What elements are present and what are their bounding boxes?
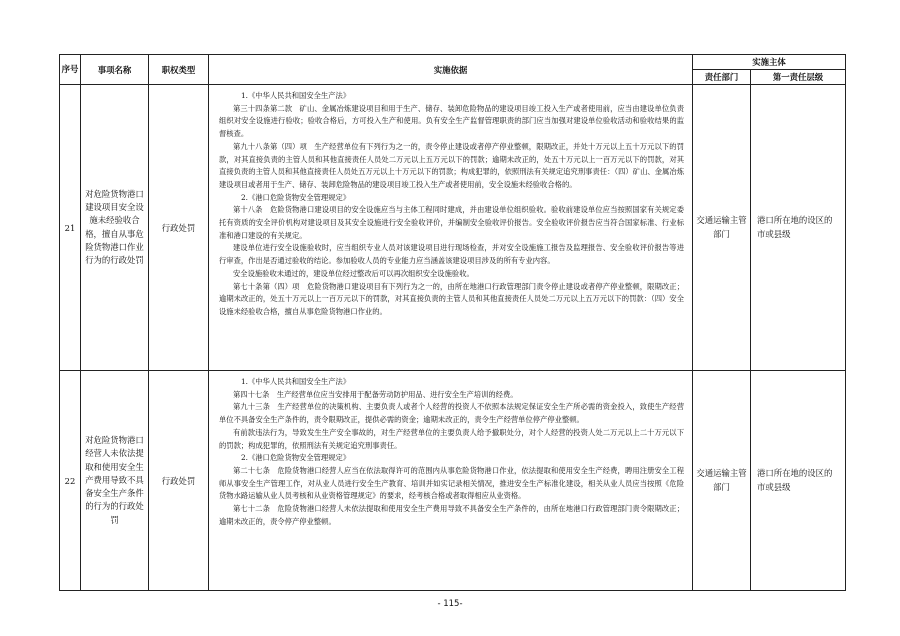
basis-paragraph: 第九十三条 生产经营单位的决策机构、主要负责人或者个人经营的投资人不依照本法规定保证安全生产所必需的资金投入，致使生产经营单位不具备安全生产条件的，责令限期改正，提供必需的资金；逾期未改正的，责令生产经营单位停产停业整顿。 — [219, 402, 684, 425]
table-row — [60, 371, 846, 591]
header-authority-type: 职权类型 — [149, 55, 209, 85]
authority-table — [59, 54, 846, 591]
basis-paragraph: 第十八条 危险货物港口建设项目的安全设施应当与主体工程同时建成，并由建设单位组织验收。验收前建设单位应当按照国家有关规定委托有资质的安全评价机构对建设项目及其安全设施进行安全验收评价，并编制安全验收评价报告。安全验收评价报告应当符合国家标准、行业标准和港口建设的有关规定。 — [219, 205, 684, 240]
header-basis: 实施依据 — [209, 55, 693, 85]
document-page — [59, 54, 845, 591]
header-implementing-subject: 实施主体 — [693, 55, 846, 70]
header-seq: 序号 — [60, 55, 81, 85]
row-first-level: 港口所在地的设区的市或县级 — [751, 371, 846, 591]
header-responsible-dept: 责任部门 — [693, 70, 751, 85]
row-item-name: 对危险货物港口建设项目安全设施未经验收合格，擅自从事危险货物港口作业行为的行政处罚 — [81, 85, 149, 371]
header-item-name: 事项名称 — [81, 55, 149, 85]
basis-law-title: 1.《中华人民共和国安全生产法》 — [241, 91, 351, 100]
basis-paragraph: 第四十七条 生产经营单位应当安排用于配备劳动防护用品、进行安全生产培训的经费。 — [233, 389, 518, 399]
table-header-row — [60, 55, 846, 70]
row-authority-type: 行政处罚 — [149, 371, 209, 591]
basis-paragraph: 第二十七条 危险货物港口经营人应当在依法取得许可的范围内从事危险货物港口作业，依法提取和使用安全生产经费，聘用注册安全工程师从事安全生产管理工作，对从业人员进行安全生产教育、培训并如实记录相关情况，推进安全生产标准化建设，相关从业人员应当按照《危险货物水路运输从业人员考核和从业资格管理规定》的要求，经考核合格或者取得相应从业资格。 — [219, 465, 684, 501]
basis-paragraph: 第七十二条 危险货物港口经营人未依法提取和使用安全生产费用导致不具备安全生产条件的，由所在地港口行政管理部门责令限期改正；逾期未改正的，责令停产停业整顿。 — [219, 504, 684, 526]
row-responsible-dept: 交通运输主管部门 — [693, 371, 751, 591]
row-responsible-dept: 交通运输主管部门 — [693, 85, 751, 371]
table-row — [60, 85, 846, 371]
row-authority-type: 行政处罚 — [149, 85, 209, 371]
header-first-level: 第一责任层级 — [751, 70, 846, 85]
page-number: - 115- — [437, 599, 463, 609]
basis-paragraph: 第九十八条第（四）项 生产经营单位有下列行为之一的，责令停止建设或者停产停业整顿，限期改正，并处十万元以上五十万元以下的罚款，对其直接负责的主管人员和其他直接责任人员处二万元以上五万元以下的罚款；逾期未改正的，处五十万元以上一百万元以下的罚款，对其直接负责的主管人员和其他直接责任人员处五万元以上十万元以下的罚款；构成犯罪的，依照刑法有关规定追究刑事责任：（四）矿山、金属冶炼建设项目或者用于生产、储存、装卸危险物品的建设项目竣工投入生产或者使用前，安全设施未经验收合格的。 — [219, 141, 684, 189]
row-number: 22 — [60, 371, 81, 591]
row-basis — [209, 85, 693, 371]
basis-paragraph: 第三十四条第二款 矿山、金属冶炼建设项目和用于生产、储存、装卸危险物品的建设项目竣工投入生产或者使用前，应当由建设单位负责组织对安全设施进行验收；验收合格后，方可投入生产和使用。负有安全生产监督管理职责的部门应当加强对建设单位验收活动和验收结果的监督核查。 — [219, 103, 684, 139]
row-item-name: 对危险货物港口经营人未依法提取和使用安全生产费用导致不具备安全生产条件的行为的行政处罚 — [81, 371, 149, 591]
row-first-level: 港口所在地的设区的市或县级 — [751, 85, 846, 371]
row-number: 21 — [60, 85, 81, 371]
basis-paragraph: 安全设施验收未通过的，建设单位经过整改后可以再次组织安全设施验收。 — [233, 268, 474, 278]
basis-paragraph: 建设单位进行安全设施验收时，应当组织专业人员对该建设项目进行现场检查，并对安全设施施工报告及监理报告、安全验收评价报告等进行审查，作出是否通过验收的结论。参加验收人员的专业能力应当涵盖该建设项目涉及的所有专业内容。 — [219, 243, 684, 266]
basis-paragraph: 有前款违法行为，导致发生生产安全事故的，对生产经营单位的主要负责人给予撤职处分，对个人经营的投资人处二万元以上二十万元以下的罚款；构成犯罪的，依照刑法有关规定追究刑事责任。 — [219, 427, 684, 450]
basis-law-title: 2.《港口危险货物安全管理规定》 — [241, 192, 351, 202]
basis-law-title: 1.《中华人民共和国安全生产法》 — [241, 377, 351, 386]
basis-paragraph: 第七十条第（四）项 危险货物港口建设项目有下列行为之一的，由所在地港口行政管理部门责令停止建设或者停产停业整顿，限期改正；逾期未改正的，处五十万元以上一百万元以下的罚款，对其直接负责的主管人员和其他直接责任人员处二万元以上五万元以下的罚款：（四）安全设施未经验收合格，擅自从事危险货物港口作业的。 — [219, 281, 684, 316]
row-basis — [209, 371, 693, 591]
basis-law-title: 2.《港口危险货物安全管理规定》 — [241, 453, 351, 463]
